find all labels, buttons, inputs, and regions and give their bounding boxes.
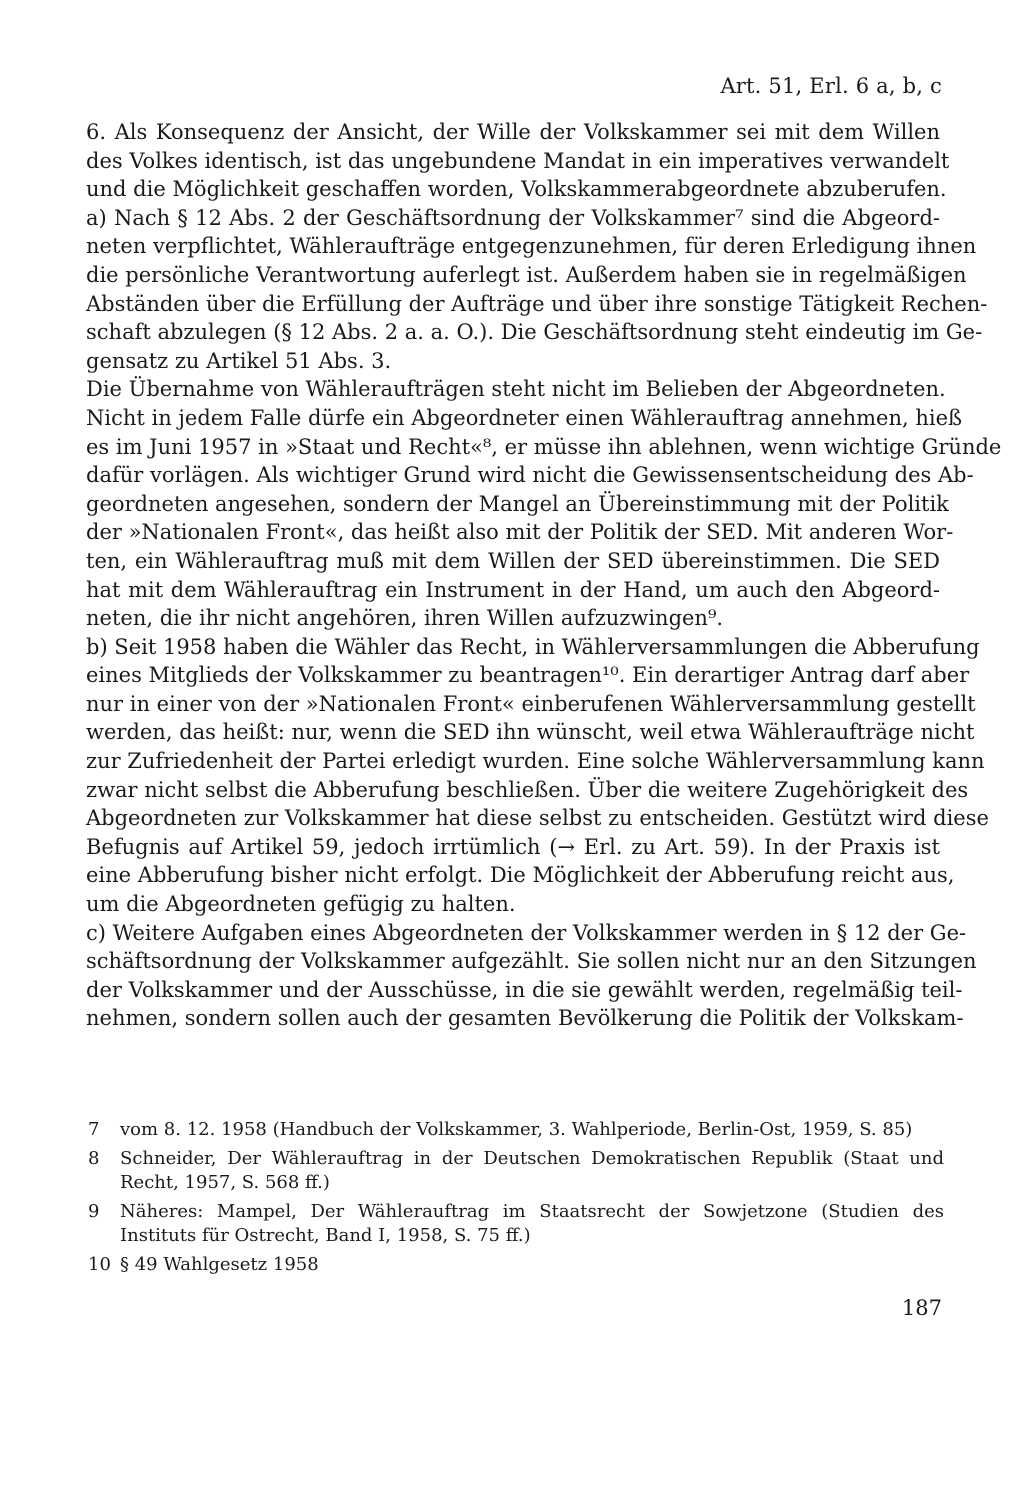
body-line: eines Mitglieds der Volkskammer zu beantragen¹⁰. Ein derartiger Antrag darf aber	[86, 663, 970, 688]
body-line: Nicht in jedem Falle dürfe ein Abgeordneter einen Wählerauftrag annehmen, hieß	[86, 405, 963, 430]
footnote	[88, 1118, 944, 1143]
body-line: geordneten angesehen, sondern der Mangel an Übereinstimmung mit der Politik	[86, 491, 949, 516]
body-line: gensatz zu Artikel 51 Abs. 3.	[86, 348, 392, 373]
footnote	[88, 1253, 944, 1278]
body-line: nehmen, sondern sollen auch der gesamten Bevölkerung die Politik der Volkskam-	[86, 1006, 964, 1031]
footnote-number: 9	[88, 1200, 100, 1222]
footnote	[88, 1200, 944, 1249]
body-line: schäftsordnung der Volkskammer aufgezählt. Sie sollen nicht nur an den Sitzungen	[86, 949, 977, 974]
footnote-line: Instituts für Ostrecht, Band I, 1958, S. 75 ff.)	[120, 1225, 531, 1246]
page-number: 187	[901, 1296, 942, 1320]
body-line: um die Abgeordneten gefügig zu halten.	[86, 892, 516, 917]
body-line: ten, ein Wählerauftrag muß mit dem Willen der SED übereinstimmen. Die SED	[86, 548, 940, 573]
footnotes	[88, 1118, 944, 1281]
body-line: Abständen über die Erfüllung der Aufträge und über ihre sonstige Tätigkeit Rechen-	[86, 291, 988, 316]
body-line: zwar nicht selbst die Abberufung beschließen. Über die weitere Zugehörigkeit des	[86, 777, 969, 802]
body-line: und die Möglichkeit geschaffen worden, Volkskammerabgeordnete abzuberufen.	[86, 177, 947, 202]
body-line: der Volkskammer und der Ausschüsse, in die sie gewählt werden, regelmäßig teil-	[86, 977, 963, 1002]
body-line: der »Nationalen Front«, das heißt also mit der Politik der SED. Mit anderen Wor-	[86, 520, 954, 545]
footnote-number: 10	[88, 1253, 111, 1275]
body-line: hat mit dem Wählerauftrag ein Instrument in der Hand, um auch den Abgeord-	[86, 577, 940, 602]
body-line: eine Abberufung bisher nicht erfolgt. Die Möglichkeit der Abberufung reicht aus,	[86, 863, 955, 888]
body-line: nur in einer von der »Nationalen Front« einberufenen Wählerversammlung gestellt	[86, 691, 976, 716]
body-text	[86, 118, 1002, 1033]
footnote-number: 7	[88, 1119, 100, 1140]
body-line: 6. Als Konsequenz der Ansicht, der Wille der Volkskammer sei mit dem Willen	[86, 120, 940, 144]
footnote	[88, 1147, 944, 1196]
body-line: c) Weitere Aufgaben eines Abgeordneten der Volkskammer werden in § 12 der Ge-	[86, 920, 967, 945]
body-line: b) Seit 1958 haben die Wähler das Recht, in Wählerversammlungen die Abberufung	[86, 634, 980, 659]
body-line: die persönliche Verantwortung auferlegt ist. Außerdem haben sie in regelmäßigen	[86, 262, 967, 287]
footnote-line: Recht, 1957, S. 568 ff.)	[120, 1172, 330, 1193]
footnote-line: § 49 Wahlgesetz 1958	[120, 1253, 319, 1275]
body-line: a) Nach § 12 Abs. 2 der Geschäftsordnung der Volkskammer⁷ sind die Abgeord-	[86, 205, 940, 230]
body-line: Die Übernahme von Wähleraufträgen steht nicht im Belieben der Abgeordneten.	[86, 377, 946, 402]
body-line: es im Juni 1957 in »Staat und Recht«⁸, er müsse ihn ablehnen, wenn wichtige Gründe	[86, 434, 1002, 459]
body-line: zur Zufriedenheit der Partei erledigt wurden. Eine solche Wählerversammlung kann	[86, 749, 985, 774]
body-line: neten verpflichtet, Wähleraufträge entgegenzunehmen, für deren Erledigung ihnen	[86, 234, 977, 259]
footnote-line: vom 8. 12. 1958 (Handbuch der Volkskammer, 3. Wahlperiode, Berlin-Ost, 1959, S. 85)	[120, 1119, 913, 1140]
body-line: neten, die ihr nicht angehören, ihren Willen aufzuzwingen⁹.	[86, 606, 724, 631]
footnote-line: Näheres: Mampel, Der Wählerauftrag im Staatsrecht der Sowjetzone (Studien des	[120, 1200, 944, 1222]
footnote-line: Schneider, Der Wählerauftrag in der Deutschen Demokratischen Republik (Staat und	[120, 1147, 944, 1169]
body-line: werden, das heißt: nur, wenn die SED ihn wünscht, weil etwa Wähleraufträge nicht	[86, 720, 975, 745]
body-line: dafür vorlägen. Als wichtiger Grund wird nicht die Gewissensentscheidung des Ab-	[86, 463, 974, 488]
body-line: Abgeordneten zur Volkskammer hat diese selbst zu entscheiden. Gestützt wird diese	[86, 806, 989, 831]
body-line: Befugnis auf Artikel 59, jedoch irrtümlich (→ Erl. zu Art. 59). In der Praxis ist	[86, 834, 940, 859]
running-head: Art. 51, Erl. 6 a, b, c	[720, 74, 942, 98]
body-line: schaft abzulegen (§ 12 Abs. 2 a. a. O.). Die Geschäftsordnung steht eindeutig im Ge-	[86, 320, 983, 345]
body-line: des Volkes identisch, ist das ungebundene Mandat in ein imperatives verwandelt	[86, 148, 950, 173]
footnote-number: 8	[88, 1147, 100, 1169]
